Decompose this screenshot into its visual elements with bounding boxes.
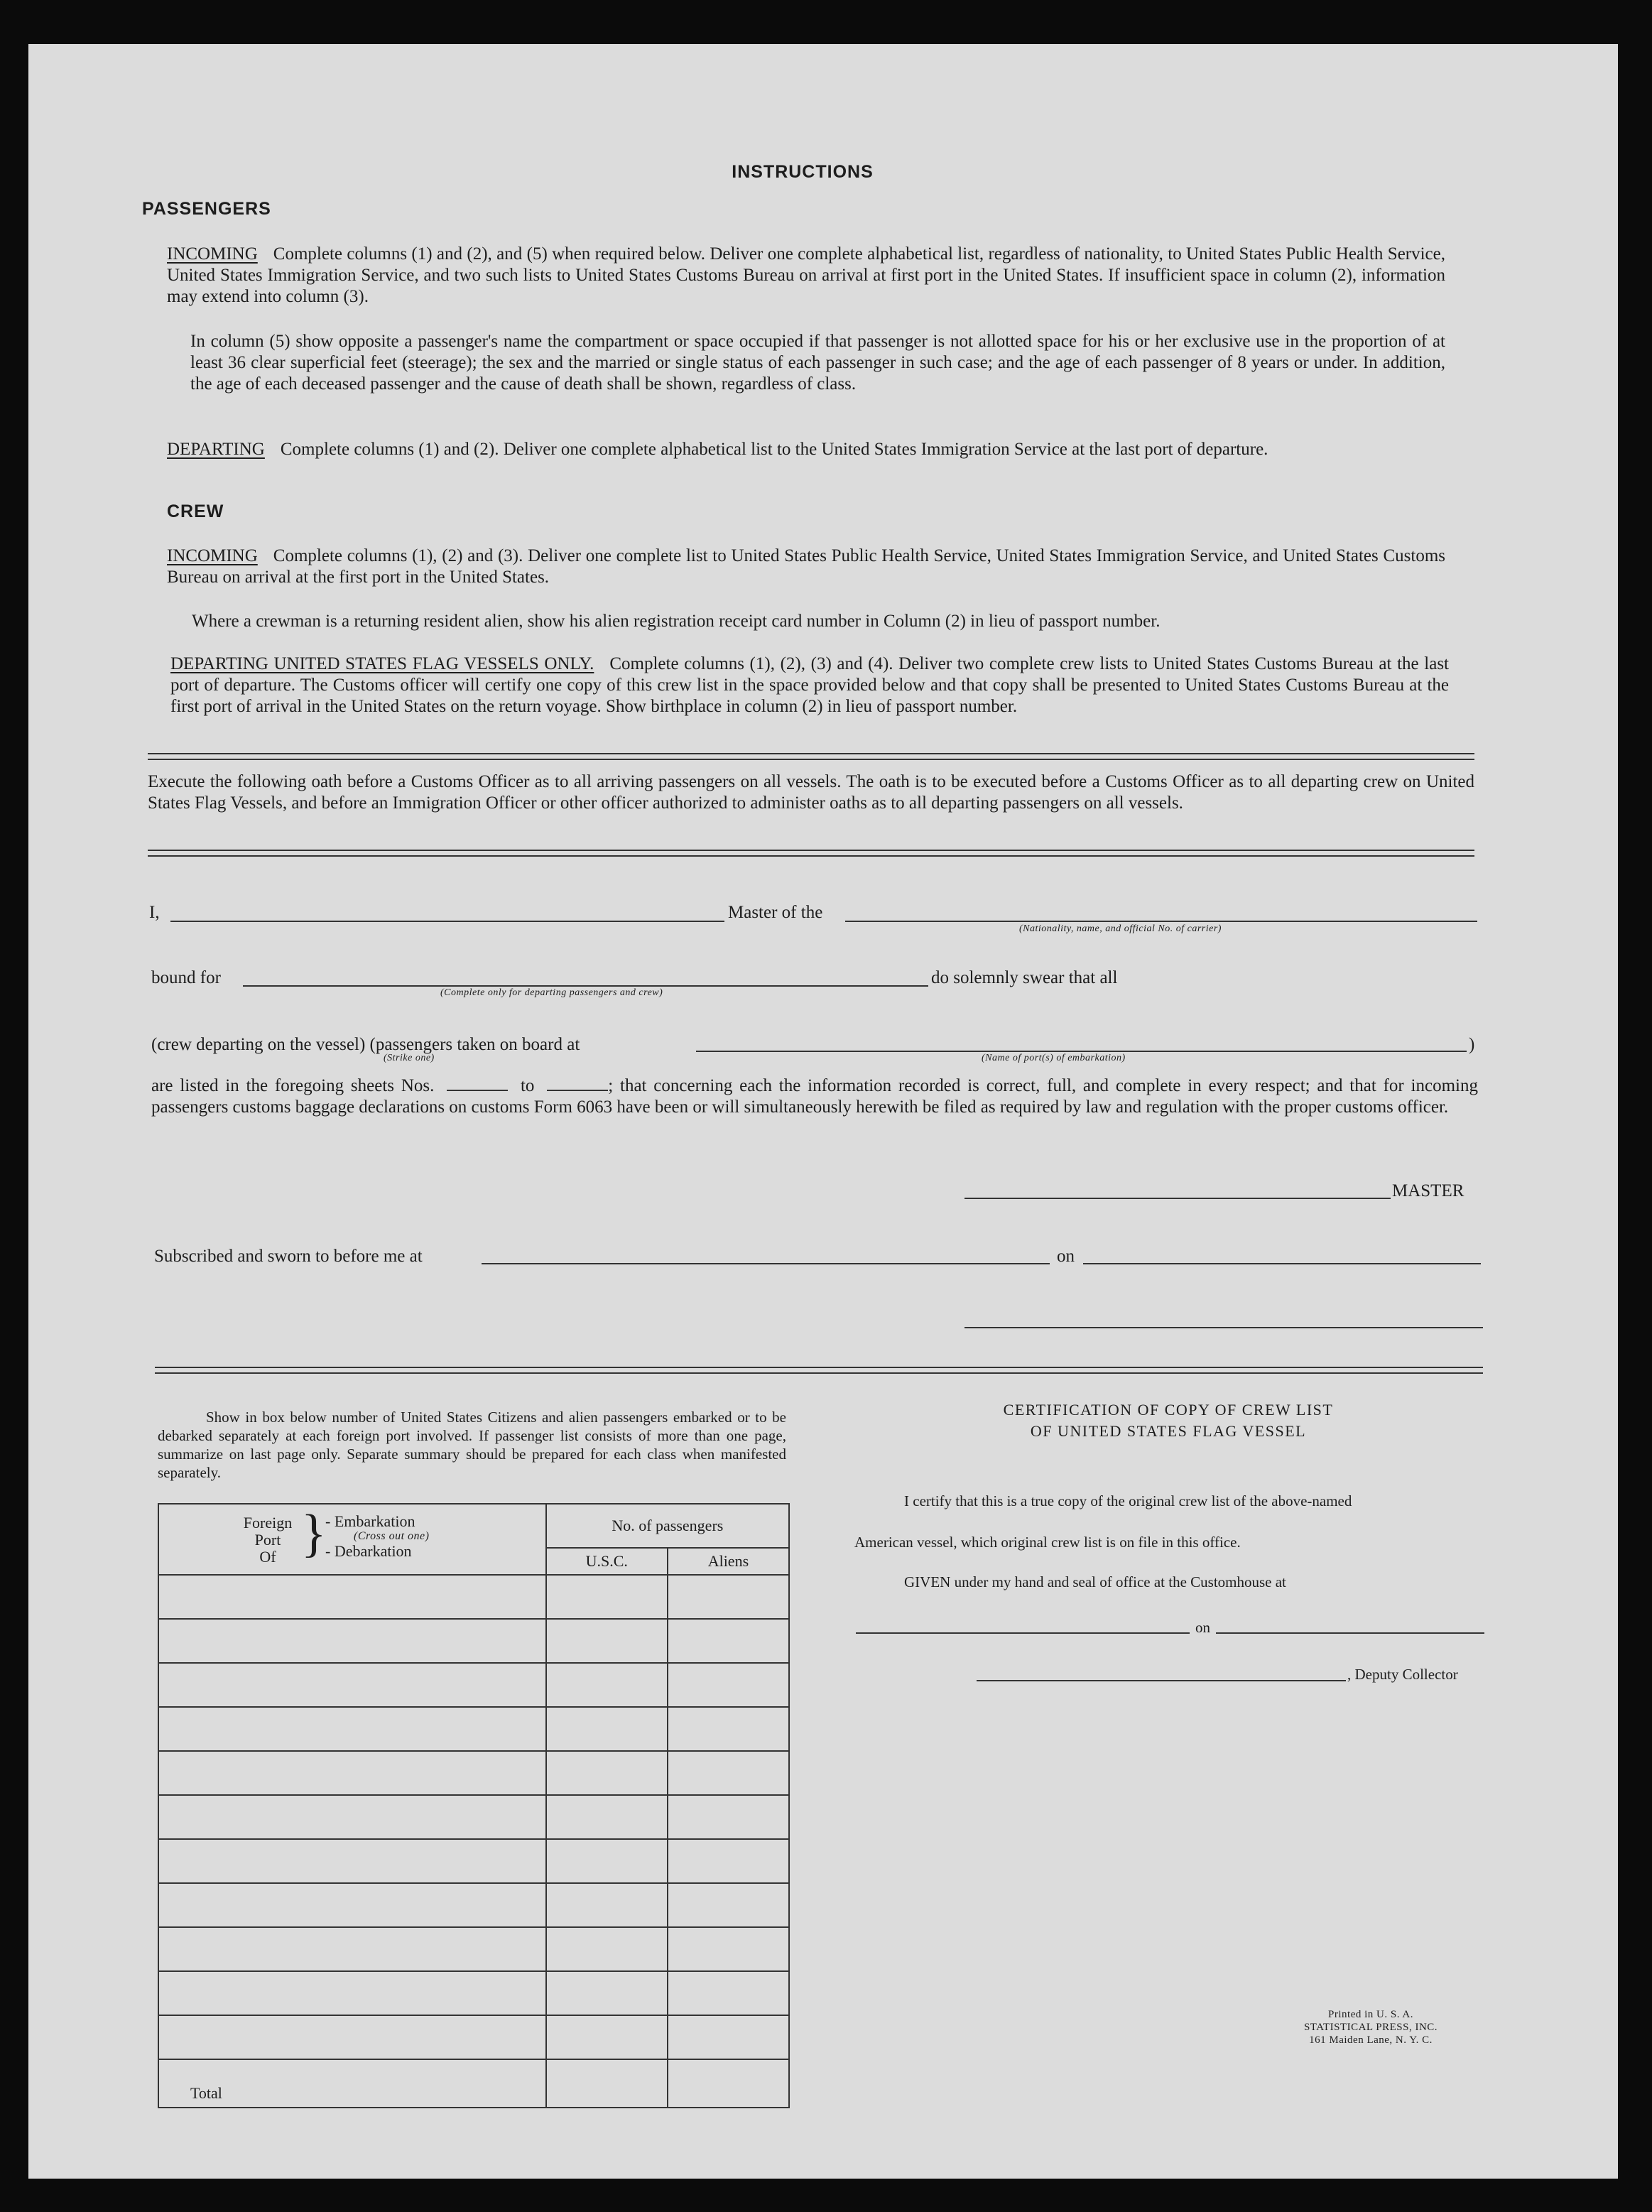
table-row xyxy=(158,1971,789,2015)
passengers-taken-label: (passengers taken on board at xyxy=(369,1035,580,1054)
passenger-summary-table xyxy=(158,1503,790,2108)
aliens-cell[interactable] xyxy=(668,1971,789,2015)
aliens-cell[interactable] xyxy=(668,1575,789,1619)
crew-incoming-text: Complete columns (1), (2) and (3). Deliver one complete list to United States Public Health Service, United States Immigration Service, and United States Customs Bureau on arrival at the first port in the United States. xyxy=(167,546,1445,587)
sworn-place-field[interactable] xyxy=(482,1263,1050,1264)
strike-one-note: (Strike one) xyxy=(384,1053,435,1063)
divider-rule xyxy=(148,759,1474,760)
port-cell[interactable] xyxy=(158,1795,546,1839)
usc-header: U.S.C. xyxy=(546,1548,668,1575)
foreign-label: Foreign xyxy=(243,1514,293,1531)
aliens-cell[interactable] xyxy=(668,1619,789,1663)
port-cell[interactable] xyxy=(158,1839,546,1883)
port-cell[interactable] xyxy=(158,2015,546,2059)
swear-label: do solemnly swear that all xyxy=(931,968,1118,987)
printer-line3: 161 Maiden Lane, N. Y. C. xyxy=(1309,2034,1433,2046)
table-header-row xyxy=(158,1504,789,1548)
aliens-total-cell[interactable] xyxy=(668,2059,789,2108)
aliens-cell[interactable] xyxy=(668,1927,789,1971)
given-text: GIVEN under my hand and seal of office at the Customhouse at xyxy=(904,1573,1286,1590)
usc-cell[interactable] xyxy=(546,2015,668,2059)
printer-imprint xyxy=(1264,2008,1477,2046)
summary-instruction: Show in box below number of United States Citizens and alien passengers embarked or to be debarked separately at each foreign port involved. If passenger list consists of more than one page, summarize on last page only. Separate summary should be prepared for each class when manifested separately. xyxy=(158,1409,786,1481)
sheets-listed-line xyxy=(151,1075,1478,1118)
crew-incoming-paragraph xyxy=(167,546,1445,588)
crew-departing-label: (crew departing on the vessel) xyxy=(151,1035,366,1054)
officer-signature-field[interactable] xyxy=(964,1327,1483,1328)
usc-cell[interactable] xyxy=(546,1751,668,1795)
table-row xyxy=(158,2015,789,2059)
port-cell[interactable] xyxy=(158,1751,546,1795)
sheet-from-field[interactable] xyxy=(447,1077,508,1091)
port-label: Port xyxy=(254,1531,281,1549)
aliens-cell[interactable] xyxy=(668,1795,789,1839)
port-cell[interactable] xyxy=(158,1883,546,1927)
certification-on-label: on xyxy=(1195,1619,1210,1636)
total-row xyxy=(158,2059,789,2108)
cross-out-note: (Cross out one) xyxy=(354,1530,430,1542)
usc-cell[interactable] xyxy=(546,1971,668,2015)
table-row xyxy=(158,1751,789,1795)
embarkation-port-field[interactable] xyxy=(696,1051,1467,1052)
crew-heading: CREW xyxy=(167,502,224,521)
table-row xyxy=(158,1575,789,1619)
crew-departing-text: Complete columns (1), (2), (3) and (4). Deliver two complete crew lists to United States Customs Bureau at the last port of departure. The Customs officer will certify one copy of this crew list in the space provided below and that copy shall be presented to United States Customs Bureau at the first port of arrival in the United States on the return voyage. Show birthplace in column (2) in lieu of passport number. xyxy=(170,654,1449,716)
passengers-departing-text: Complete columns (1) and (2). Deliver one complete alphabetical list to the United States Immigration Service at the last port of departure. xyxy=(280,440,1268,459)
usc-cell[interactable] xyxy=(546,1619,668,1663)
table-row xyxy=(158,1707,789,1751)
table-row xyxy=(158,1663,789,1707)
embarkation-option[interactable]: - Embarkation xyxy=(325,1512,415,1530)
divider-rule xyxy=(155,1372,1483,1374)
passengers-incoming-paragraph xyxy=(167,244,1445,308)
aliens-cell[interactable] xyxy=(668,2015,789,2059)
oath-instruction: Execute the following oath before a Customs Officer as to all arriving passengers on all vessels. The oath is to be executed before a Customs Officer as to all departing crew on United States Flag Vessels, and before an Immigration Officer or other officer authorized to administer oaths as to all departing passengers on all vessels. xyxy=(148,772,1474,813)
oath-i-label: I, xyxy=(149,903,160,922)
passengers-heading: PASSENGERS xyxy=(142,199,271,219)
sheets-listed-label: are listed in the foregoing sheets Nos. xyxy=(151,1076,435,1095)
port-cell[interactable] xyxy=(158,1575,546,1619)
port-cell[interactable] xyxy=(158,1707,546,1751)
usc-cell[interactable] xyxy=(546,1927,668,1971)
subscribed-label: Subscribed and sworn to before me at xyxy=(154,1247,423,1266)
port-header-cell xyxy=(158,1504,546,1575)
deputy-collector-label: , Deputy Collector xyxy=(1347,1666,1458,1683)
usc-cell[interactable] xyxy=(546,1707,668,1751)
total-label: Total xyxy=(158,2059,546,2108)
sworn-on-label: on xyxy=(1057,1247,1075,1266)
usc-cell[interactable] xyxy=(546,1883,668,1927)
certification-date-field[interactable] xyxy=(1216,1632,1484,1634)
bound-for-label: bound for xyxy=(151,968,221,987)
customhouse-place-field[interactable] xyxy=(856,1632,1190,1634)
carrier-note: (Nationality, name, and official No. of carrier) xyxy=(1019,923,1222,934)
passengers-departing-paragraph xyxy=(167,439,1445,460)
to-label: to xyxy=(520,1076,535,1095)
crew-returning-paragraph: Where a crewman is a returning resident alien, show his alien registration receipt card number in Column (2) in lieu of passport number. xyxy=(192,612,1161,631)
master-of-the-label: Master of the xyxy=(728,903,823,922)
crew-departing-option xyxy=(151,1034,580,1056)
divider-rule xyxy=(148,850,1474,851)
divider-rule xyxy=(148,855,1474,857)
aliens-cell[interactable] xyxy=(668,1707,789,1751)
sheet-to-field[interactable] xyxy=(547,1077,608,1091)
carrier-field[interactable] xyxy=(845,921,1477,922)
port-cell[interactable] xyxy=(158,1619,546,1663)
aliens-cell[interactable] xyxy=(668,1751,789,1795)
usc-cell[interactable] xyxy=(546,1839,668,1883)
page-title: INSTRUCTIONS xyxy=(732,162,874,182)
certification-title xyxy=(881,1399,1456,1442)
table-row xyxy=(158,1619,789,1663)
table-row xyxy=(158,1795,789,1839)
divider-rule xyxy=(155,1367,1483,1368)
passengers-column5-paragraph: In column (5) show opposite a passenger's name the compartment or space occupied if that passenger is not allotted space for his or her exclusive use in the proportion of at least 36 clear superficial feet (steerage); the sex and the married or single status of each passenger in such case; and the age of each passenger of 8 years or under. In addition, the age of each deceased passenger and the cause of death shall be shown, regardless of class. xyxy=(190,332,1445,394)
divider-rule xyxy=(148,753,1474,754)
brace-icon: } xyxy=(301,1505,327,1563)
certify-text: I certify that this is a true copy of the original crew list of the above-named xyxy=(904,1492,1352,1509)
port-cell[interactable] xyxy=(158,1927,546,1971)
usc-cell[interactable] xyxy=(546,1663,668,1707)
master-signature-label: MASTER xyxy=(1392,1181,1464,1200)
port-cell[interactable] xyxy=(158,1663,546,1707)
aliens-cell[interactable] xyxy=(668,1883,789,1927)
table-row xyxy=(158,1927,789,1971)
crew-departing-label: DEPARTING UNITED STATES FLAG VESSELS ONLY. xyxy=(170,654,594,673)
deputy-collector-signature-field[interactable] xyxy=(977,1680,1346,1681)
close-paren: ) xyxy=(1469,1035,1475,1054)
passengers-departing-label: DEPARTING xyxy=(167,440,265,459)
of-label: Of xyxy=(259,1548,276,1566)
bound-for-note: (Complete only for departing passengers and crew) xyxy=(440,987,663,998)
certification-title-line2: OF UNITED STATES FLAG VESSEL xyxy=(1030,1422,1307,1440)
usc-cell[interactable] xyxy=(546,1795,668,1839)
debarkation-option[interactable]: - Debarkation xyxy=(325,1542,412,1560)
crew-departing-paragraph xyxy=(170,654,1449,717)
crew-incoming-label: INCOMING xyxy=(167,546,258,565)
aliens-cell[interactable] xyxy=(668,1663,789,1707)
passengers-incoming-label: INCOMING xyxy=(167,244,258,264)
usc-cell[interactable] xyxy=(546,1575,668,1619)
table-row xyxy=(158,1839,789,1883)
port-cell[interactable] xyxy=(158,1971,546,2015)
no-passengers-header: No. of passengers xyxy=(546,1504,789,1548)
printer-line2: STATISTICAL PRESS, INC. xyxy=(1303,2022,1438,2033)
master-name-field[interactable] xyxy=(170,921,724,922)
certification-title-line1: CERTIFICATION OF COPY OF CREW LIST xyxy=(1003,1401,1334,1419)
american-vessel-text: American vessel, which original crew list is on file in this office. xyxy=(854,1534,1241,1551)
sworn-date-field[interactable] xyxy=(1083,1263,1481,1264)
master-signature-field[interactable] xyxy=(964,1198,1391,1199)
printer-line1: Printed in U. S. A. xyxy=(1328,2009,1413,2020)
table-row xyxy=(158,1883,789,1927)
aliens-cell[interactable] xyxy=(668,1839,789,1883)
passengers-incoming-text: Complete columns (1) and (2), and (5) when required below. Deliver one complete alphabetical list, regardless of nationality, to United States Public Health Service, United States Immigration Service, and two such lists to United States Customs Bureau on arrival at first port in the United States. If insufficient space in column (2), information may extend into column (3). xyxy=(167,244,1445,306)
ports-note: (Name of port(s) of embarkation) xyxy=(982,1053,1126,1063)
sheets-listed-text: ; that concerning each the information recorded is correct, full, and complete in every respect; and that for incoming passengers customs baggage declarations on customs Form 6063 have been or will simultaneously herewith be filed as required by law and regulation with the proper customs officer. xyxy=(151,1076,1478,1117)
bound-for-field[interactable] xyxy=(243,985,928,987)
aliens-header: Aliens xyxy=(668,1548,789,1575)
usc-total-cell[interactable] xyxy=(546,2059,668,2108)
